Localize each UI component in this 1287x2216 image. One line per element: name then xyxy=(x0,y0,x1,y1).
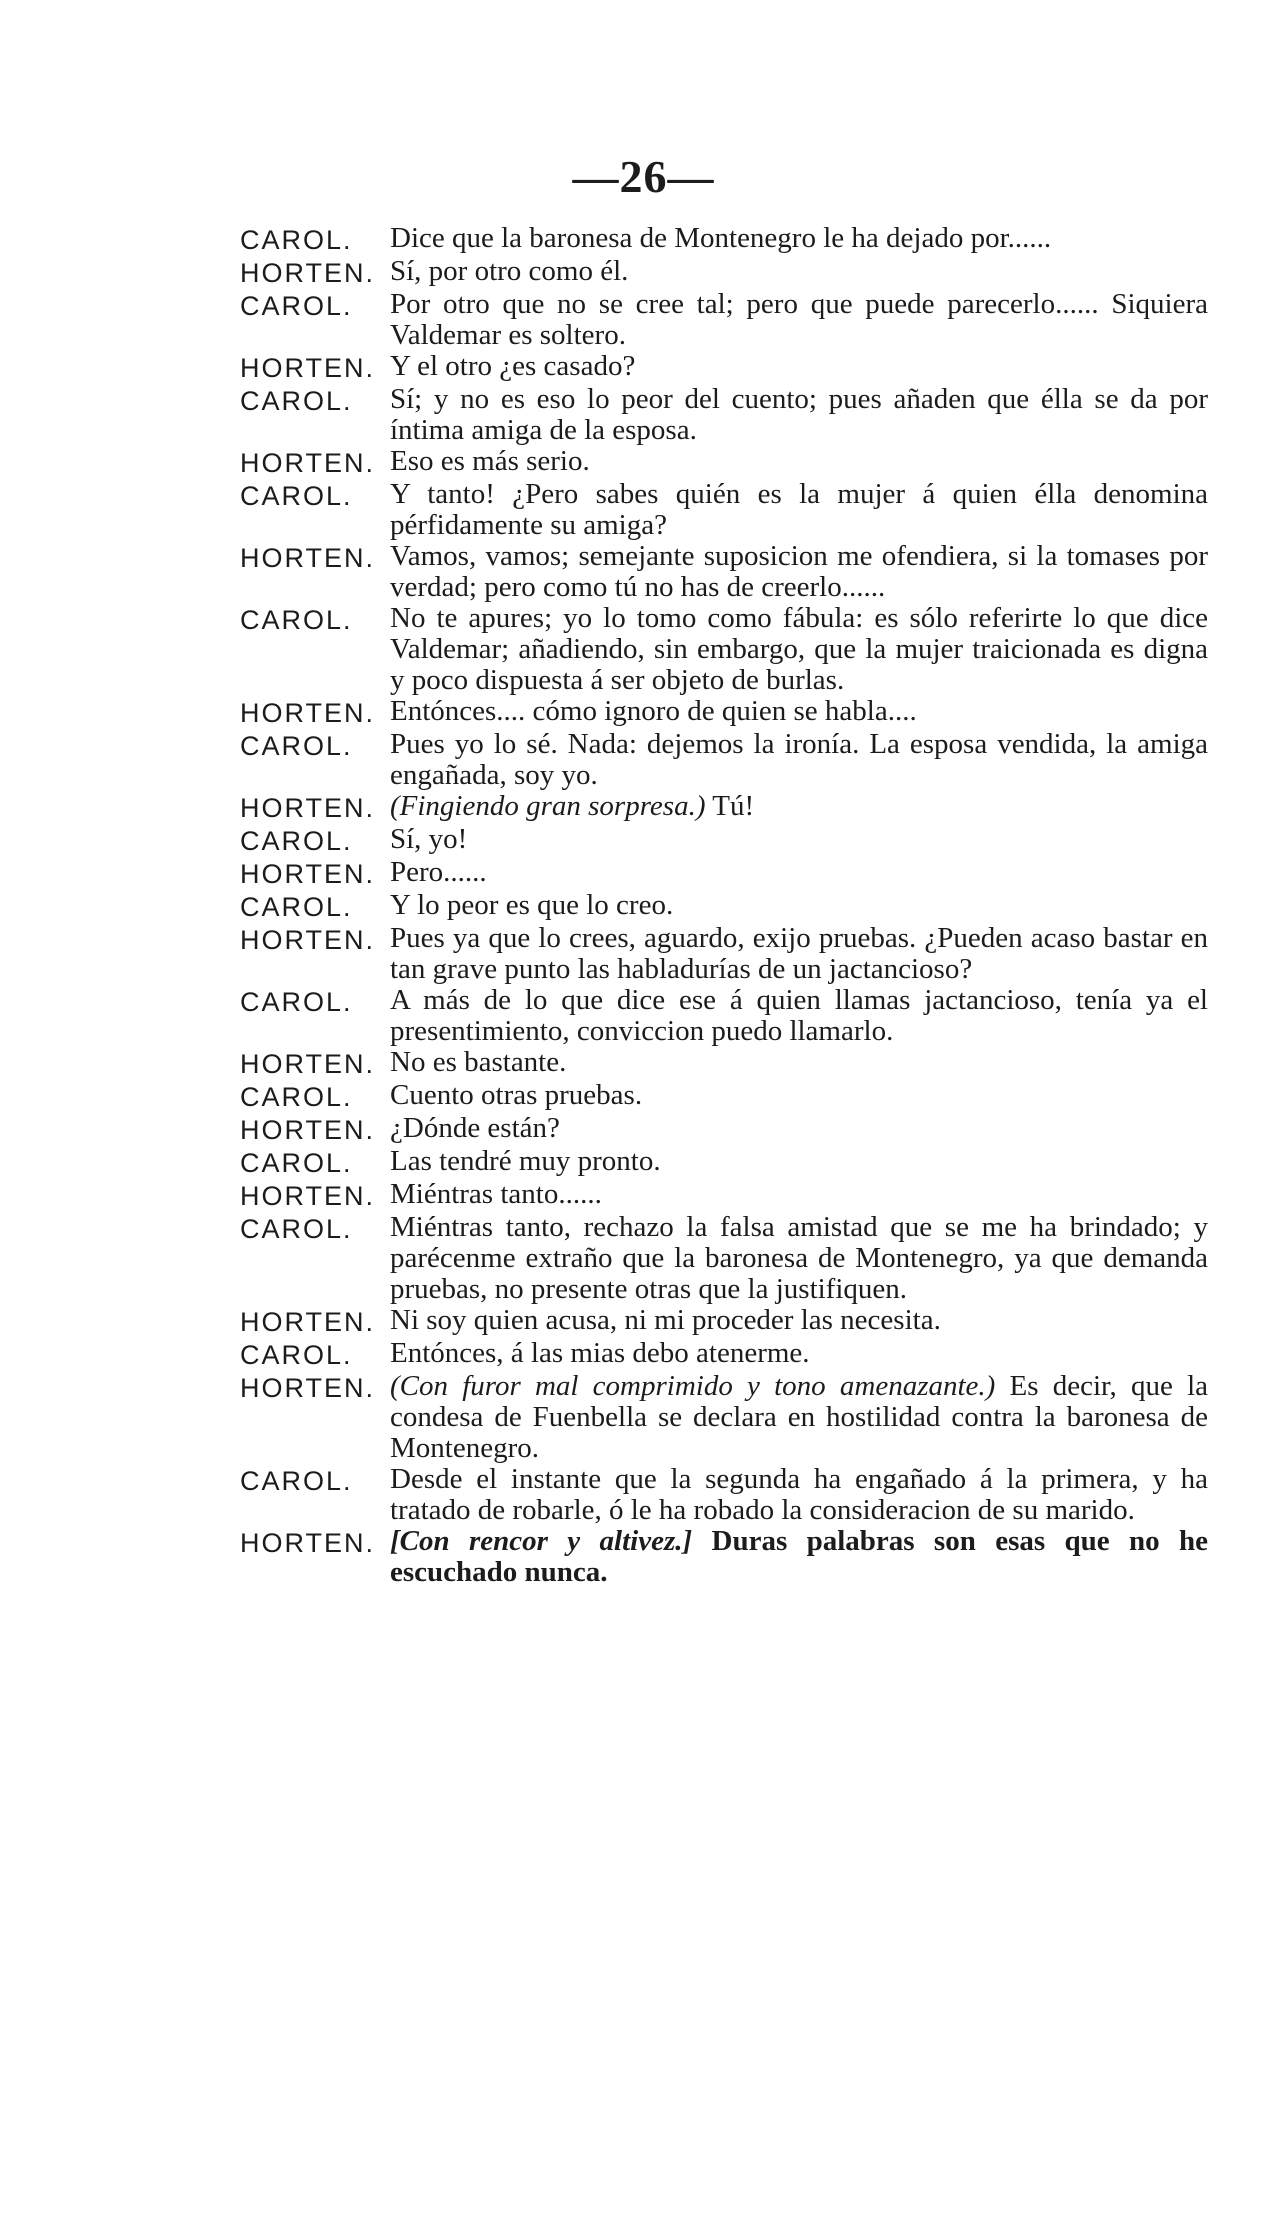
speech-text xyxy=(390,1212,1208,1305)
dialogue-line xyxy=(240,1526,1208,1588)
speech-words: Las tendré muy pronto. xyxy=(390,1145,661,1177)
speaker-name: HORTEN. xyxy=(240,1307,376,1337)
dialogue-line xyxy=(240,1212,1208,1305)
speech-text xyxy=(390,1526,1208,1588)
page-number: —26— xyxy=(572,151,715,202)
speaker-name: HORTEN. xyxy=(240,543,376,573)
dialogue-line xyxy=(240,857,1208,890)
speech-text xyxy=(390,1464,1208,1526)
speech-words: Entónces, á las mias debo atenerme. xyxy=(390,1337,810,1369)
speaker-name: HORTEN. xyxy=(240,698,376,728)
speech-words: Pero...... xyxy=(390,856,487,888)
speaker-name: HORTEN. xyxy=(240,448,376,478)
speech-text xyxy=(390,479,1208,541)
dialogue-line xyxy=(240,1305,1208,1338)
speech-words: Ni soy quien acusa, ni mi proceder las necesita. xyxy=(390,1304,941,1336)
dialogue-line xyxy=(240,824,1208,857)
dialogue-line xyxy=(240,791,1208,824)
dialogue-line xyxy=(240,541,1208,603)
speech-words: Vamos, vamos; semejante suposicion me ofendiera, si la tomases por verdad; pero como tú no has de creerlo...... xyxy=(390,540,1208,603)
speech-words: Entónces.... cómo ignoro de quien se habla.... xyxy=(390,695,917,727)
dialogue-line xyxy=(240,1371,1208,1464)
speech-text xyxy=(390,289,1208,351)
speaker-name: HORTEN. xyxy=(240,353,376,383)
speech-words: Y tanto! ¿Pero sabes quién es la mujer á quien élla denomina pérfidamente su amiga? xyxy=(390,478,1208,541)
dialogue-line xyxy=(240,603,1208,696)
dialogue-line xyxy=(240,696,1208,729)
dialogue-line xyxy=(240,890,1208,923)
dialogue-line xyxy=(240,446,1208,479)
speaker-name: CAROL. xyxy=(240,1466,353,1496)
stage-direction: (Fingiendo gran sorpresa.) xyxy=(390,790,706,822)
speech-words: A más de lo que dice ese á quien llamas jactancioso, tenía ya el presentimiento, conviccion puedo llamarlo. xyxy=(390,984,1208,1047)
speaker-name: HORTEN. xyxy=(240,925,376,955)
speech-words: Pues yo lo sé. Nada: dejemos la ironía. La esposa vendida, la amiga engañada, soy yo. xyxy=(390,728,1208,791)
speech-text xyxy=(390,603,1208,696)
speaker-name: HORTEN. xyxy=(240,1181,376,1211)
speech-text xyxy=(390,1047,1208,1078)
speech-text xyxy=(390,729,1208,791)
dialogue-line xyxy=(240,985,1208,1047)
speech-words: Sí, por otro como él. xyxy=(390,255,629,287)
speaker-name: CAROL. xyxy=(240,731,353,761)
speech-words: Pues ya que lo crees, aguardo, exijo pruebas. ¿Pueden acaso bastar en tan grave punto las habladurías de un jactancioso? xyxy=(390,922,1208,985)
speaker-name: CAROL. xyxy=(240,605,353,635)
speech-text xyxy=(390,1146,1208,1177)
speaker-name: HORTEN. xyxy=(240,1528,376,1558)
speaker-name: CAROL. xyxy=(240,892,353,922)
speech-words: Eso es más serio. xyxy=(390,445,590,477)
speaker-name: CAROL. xyxy=(240,987,353,1017)
speech-words: Cuento otras pruebas. xyxy=(390,1079,643,1111)
speech-text xyxy=(390,1179,1208,1210)
speech-words: ¿Dónde están? xyxy=(390,1112,560,1144)
speech-words: Miéntras tanto...... xyxy=(390,1178,602,1210)
speech-text xyxy=(390,857,1208,888)
speech-words: Desde el instante que la segunda ha engañado á la primera, y ha tratado de robarle, ó le ha robado la consideracion de su marido. xyxy=(390,1463,1208,1526)
stage-direction: [Con rencor y altivez.] xyxy=(390,1525,693,1557)
speaker-name: HORTEN. xyxy=(240,258,376,288)
speech-text xyxy=(390,923,1208,985)
dialogue-line xyxy=(240,1464,1208,1526)
speaker-name: CAROL. xyxy=(240,481,353,511)
speech-words: Dice que la baronesa de Montenegro le ha dejado por...... xyxy=(390,222,1052,254)
dialogue-line xyxy=(240,351,1208,384)
speech-text xyxy=(390,1338,1208,1369)
speaker-name: CAROL. xyxy=(240,1082,353,1112)
speech-words: Tú! xyxy=(712,790,755,822)
dialogue-line xyxy=(240,923,1208,985)
speech-words: Es decir, que la condesa de Fuenbella se declara en hostilidad contra la baronesa de Montenegro. xyxy=(390,1370,1208,1464)
speech-words: Sí, yo! xyxy=(390,823,468,855)
dialogue-line xyxy=(240,1146,1208,1179)
dialogue-line xyxy=(240,1338,1208,1371)
dialogue-line xyxy=(240,384,1208,446)
speech-words: Miéntras tanto, rechazo la falsa amistad que se me ha brindado; y parécenme extraño que la baronesa de Montenegro, ya que demanda pruebas, no presente otras que la justifiquen. xyxy=(390,1211,1208,1305)
speaker-name: CAROL. xyxy=(240,291,353,321)
speaker-name: HORTEN. xyxy=(240,1115,376,1145)
speech-text xyxy=(390,384,1208,446)
speech-text xyxy=(390,1113,1208,1144)
speech-text xyxy=(390,541,1208,603)
speech-words: Y el otro ¿es casado? xyxy=(390,350,636,382)
speech-text xyxy=(390,1305,1208,1336)
speech-text xyxy=(390,824,1208,855)
dialogue-line xyxy=(240,479,1208,541)
dialogue-block xyxy=(240,223,1208,1588)
speaker-name: HORTEN. xyxy=(240,1049,376,1079)
speaker-name: CAROL. xyxy=(240,1340,353,1370)
dialogue-line xyxy=(240,223,1208,256)
speaker-name: CAROL. xyxy=(240,826,353,856)
speech-text xyxy=(390,256,1208,287)
dialogue-line xyxy=(240,289,1208,351)
speech-words: No es bastante. xyxy=(390,1046,567,1078)
speech-text xyxy=(390,985,1208,1047)
dialogue-line xyxy=(240,1113,1208,1146)
speech-words: No te apures; yo lo tomo como fábula: es sólo referirte lo que dice Valdemar; añadiendo, sin embargo, que la mujer traicionada es digna y poco dispuesta á ser objeto de burlas. xyxy=(390,602,1208,696)
speaker-name: CAROL. xyxy=(240,1148,353,1178)
speaker-name: HORTEN. xyxy=(240,1373,376,1403)
stage-direction: (Con furor mal comprimido y tono amenazante.) xyxy=(390,1370,996,1402)
speaker-name: CAROL. xyxy=(240,225,353,255)
speech-words: Por otro que no se cree tal; pero que puede parecerlo...... Siquiera Valdemar es soltero. xyxy=(390,288,1208,351)
speech-text xyxy=(390,223,1208,254)
speaker-name: CAROL. xyxy=(240,386,353,416)
speech-text xyxy=(390,791,1208,822)
speech-words: Y lo peor es que lo creo. xyxy=(390,889,674,921)
speaker-name: HORTEN. xyxy=(240,793,376,823)
speech-text xyxy=(390,696,1208,727)
speech-text xyxy=(390,890,1208,921)
speech-text xyxy=(390,446,1208,477)
dialogue-line xyxy=(240,1047,1208,1080)
speech-words: Sí; y no es eso lo peor del cuento; pues añaden que élla se da por íntima amiga de la esposa. xyxy=(390,383,1208,446)
speaker-name: HORTEN. xyxy=(240,859,376,889)
speech-text xyxy=(390,1080,1208,1111)
speech-text xyxy=(390,1371,1208,1464)
speaker-name: CAROL. xyxy=(240,1214,353,1244)
dialogue-line xyxy=(240,1080,1208,1113)
speech-text xyxy=(390,351,1208,382)
dialogue-line xyxy=(240,256,1208,289)
speech-words: Duras palabras son esas que no he escuchado nunca. xyxy=(390,1525,1208,1588)
dialogue-line xyxy=(240,729,1208,791)
dialogue-line xyxy=(240,1179,1208,1212)
